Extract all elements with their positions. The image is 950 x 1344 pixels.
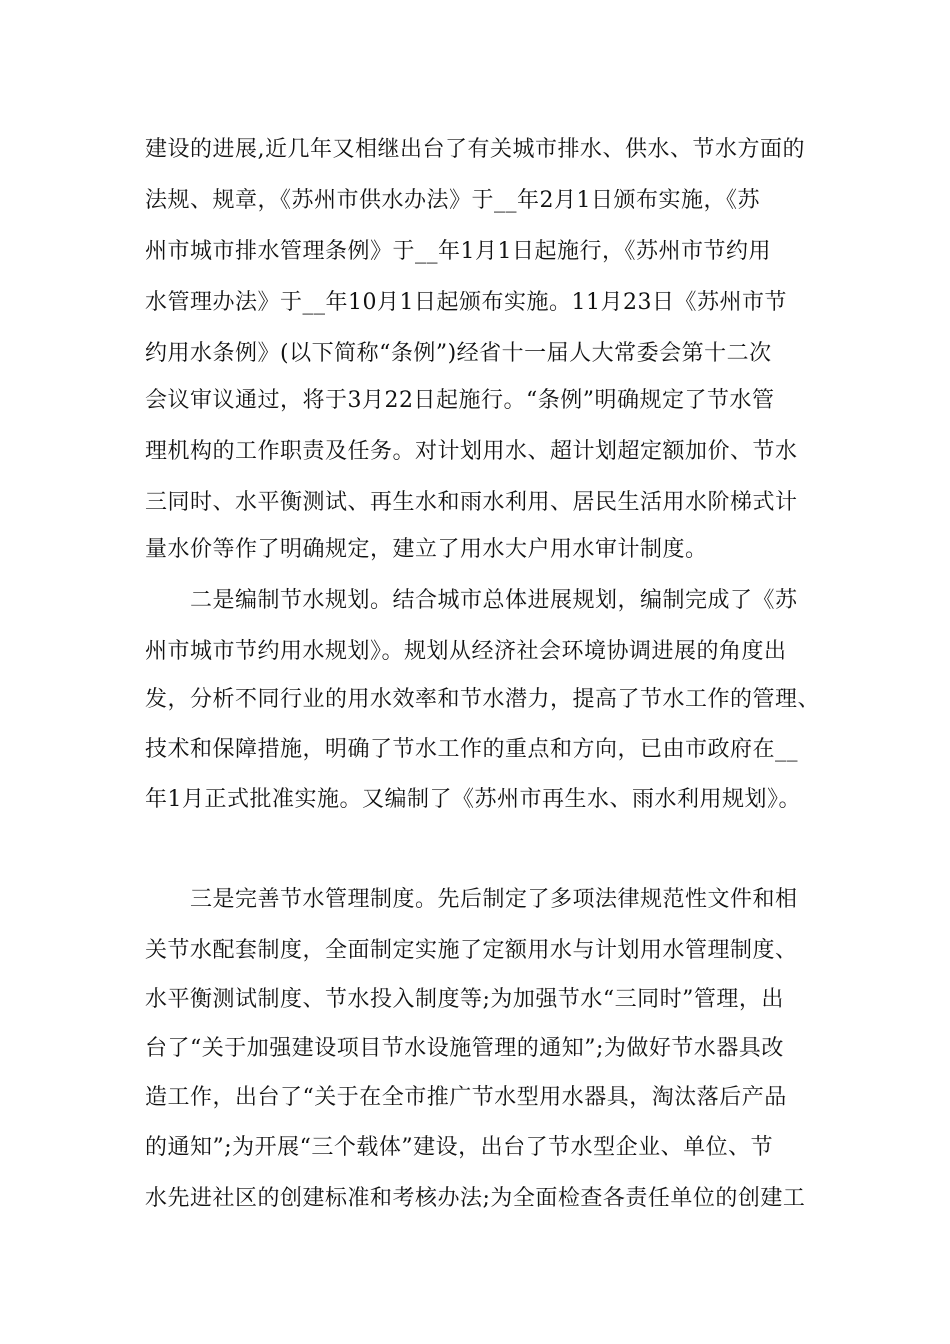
paragraph-line: 年1月正式批准实施。又编制了《苏州市再生水、雨水利用规划》。	[145, 787, 801, 812]
paragraph-line: 二是编制节水规划。结合城市总体进展规划，编制完成了《苏	[190, 588, 798, 613]
paragraph-line: 台了“关于加强建设项目节水设施管理的通知”;为做好节水器具改	[145, 1036, 784, 1061]
paragraph-line: 关节水配套制度，全面制定实施了定额用水与计划用水管理制度、	[145, 938, 798, 963]
paragraph-line: 建设的进展,近几年又相继出台了有关城市排水、供水、节水方面的	[145, 137, 805, 162]
paragraph-line: 水先进社区的创建标准和考核办法;为全面检查各责任单位的创建工	[145, 1186, 806, 1211]
paragraph-line: 法规、规章，《苏州市供水办法》于__年2月1日颁布实施，《苏	[145, 188, 760, 213]
paragraph-line: 量水价等作了明确规定，建立了用水大户用水审计制度。	[145, 537, 708, 562]
paragraph-line: 理机构的工作职责及任务。对计划用水、超计划超定额加价、节水	[145, 439, 798, 464]
paragraph-line: 三是完善节水管理制度。先后制定了多项法律规范性文件和相	[190, 887, 798, 912]
paragraph-line: 三同时、水平衡测试、再生水和雨水利用、居民生活用水阶梯式计	[145, 490, 798, 515]
paragraph-line: 发，分析不同行业的用水效率和节水潜力，提高了节水工作的管理、	[145, 687, 821, 712]
paragraph-line: 会议审议通过，将于3月22日起施行。“条例”明确规定了节水管	[145, 388, 775, 413]
paragraph-line: 水平衡测试制度、节水投入制度等;为加强节水“三同时”管理，出	[145, 987, 784, 1012]
paragraph-line: 约用水条例》(以下简称“条例”)经省十一届人大常委会第十二次	[145, 341, 772, 366]
paragraph-line: 造工作，出台了“关于在全市推广节水型用水器具，淘汰落后产品	[145, 1085, 787, 1110]
paragraph-line: 技术和保障措施，明确了节水工作的重点和方向，已由市政府在__	[145, 737, 799, 762]
paragraph-line: 的通知”;为开展“三个载体”建设，出台了节水型企业、单位、节	[145, 1135, 774, 1160]
paragraph-line: 水管理办法》于__年10月1日起颁布实施。11月23日《苏州市节	[145, 290, 787, 315]
paragraph-line: 州市城市节约用水规划》。规划从经济社会环境协调进展的角度出	[145, 639, 787, 664]
paragraph-line: 州市城市排水管理条例》于__年1月1日起施行，《苏州市节约用	[145, 239, 771, 264]
